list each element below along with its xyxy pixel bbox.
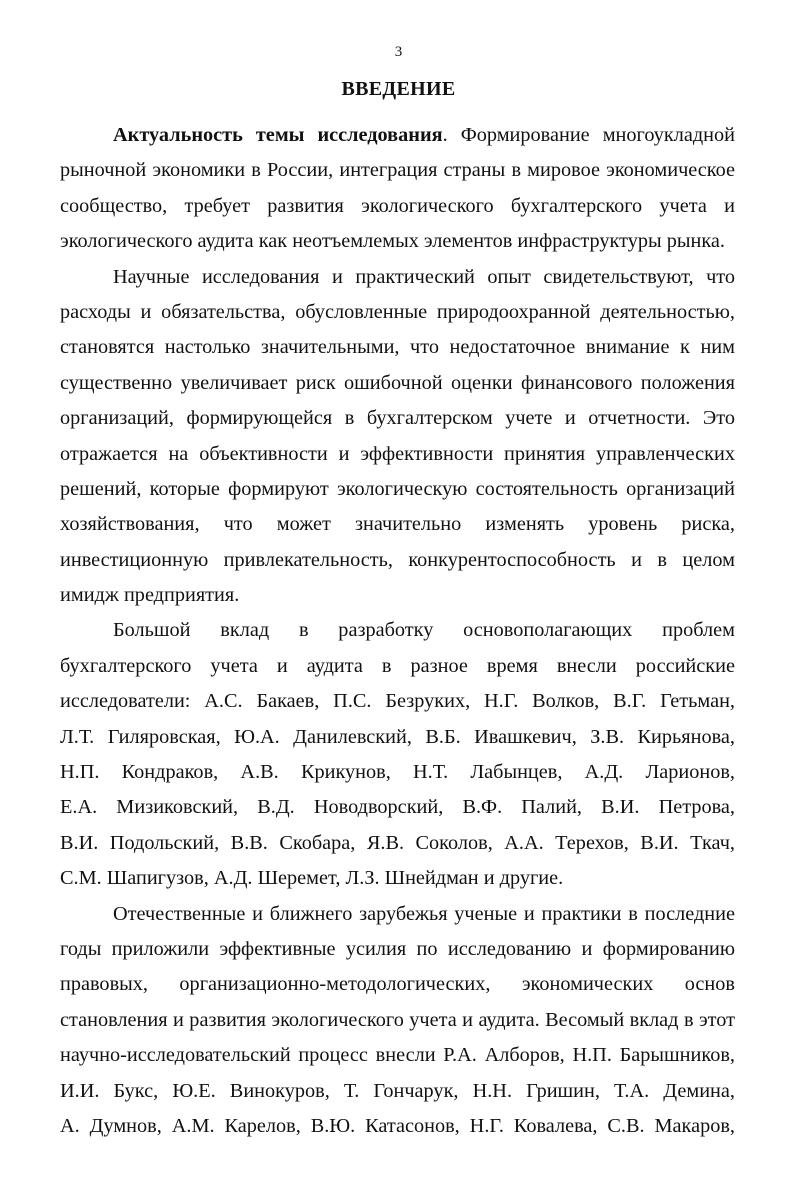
paragraph-3-line-3: исследователи: А.С. Бакаев, П.С. Безруких, Н.Г. Волков, В.Г. Гетьман, [60,690,735,713]
paragraph-2-line-5: организаций, формирующейся в бухгалтерском учете и отчетности. Это [60,407,735,430]
paragraph-1-line-1 [60,118,735,153]
paragraph-4-line-3: правовых, организационно-методологических, экономических основ [60,973,735,996]
paragraph-3-line-1: Большой вклад в разработку основополагающих проблем [113,619,735,642]
paragraph-2-line-3: становятся настолько значительными, что недостаточное внимание к ним [60,336,735,359]
paragraph-2-line-1: Научные исследования и практический опыт свидетельствуют, что [113,265,735,288]
paragraph-3-line-8: С.М. Шапигузов, А.Д. Шеремет, Л.З. Шнейдман и другие. [60,867,564,890]
paragraph-1-line-2: рыночной экономики в России, интеграция страны в мировое экономическое [60,159,735,182]
paragraph-1-line-4: экологического аудита как неотъемлемых элементов инфраструктуры рынка. [60,230,725,253]
paragraph-3-line-2: бухгалтерского учета и аудита в разное время внесли российские [60,654,735,677]
paragraph-4-line-2: годы приложили эффективные усилия по исследованию и формированию [60,937,735,960]
paragraph-2-line-8: хозяйствования, что может значительно изменять уровень риска, [60,513,735,536]
paragraph-3-line-5: Н.П. Кондраков, А.В. Крикунов, Н.Т. Лабынцев, А.Д. Ларионов, [60,761,735,784]
section-heading: ВВЕДЕНИЕ [341,78,456,100]
paragraph-line-text: . Формирование многоукладной [442,124,735,146]
paragraph-2-line-4: существенно увеличивает риск ошибочной оценки финансового положения [60,371,735,394]
paragraph-3-line-6: Е.А. Мизиковский, В.Д. Новодворский, В.Ф. Палий, В.И. Петрова, [60,796,735,819]
lead-bold-phrase: Актуальность темы исследования [113,124,443,146]
paragraph-2-line-10: имидж предприятия. [60,584,240,607]
paragraph-2-line-6: отражается на объективности и эффективности принятия управленческих [60,442,735,465]
paragraph-4-line-6: И.И. Букс, Ю.Е. Винокуров, Т. Гончарук, Н.Н. Гришин, Т.А. Демина, [60,1079,735,1102]
paragraph-3-line-4: Л.Т. Гиляровская, Ю.А. Данилевский, В.Б. Ивашкевич, З.В. Кирьянова, [60,725,735,748]
paragraph-4-line-5: научно-исследовательский процесс внесли Р.А. Алборов, Н.П. Барышников, [60,1044,735,1067]
paragraph-2-line-2: расходы и обязательства, обусловленные природоохранной деятельностью, [60,300,735,323]
body-text [60,118,735,1144]
page-number: 3 [394,44,403,60]
paragraph-4-line-1: Отечественные и ближнего зарубежья ученые и практики в последние [113,902,735,925]
paragraph-1-line-3: сообщество, требует развития экологического бухгалтерского учета и [60,194,735,217]
paragraph-4-line-7: А. Думнов, А.М. Карелов, В.Ю. Катасонов, Н.Г. Ковалева, С.В. Макаров, [60,1114,735,1137]
paragraph-2-line-7: решений, которые формируют экологическую состоятельность организаций [60,477,735,500]
paragraph-4-line-4: становления и развития экологического учета и аудита. Весомый вклад в этот [60,1008,735,1031]
paragraph-2-line-9: инвестиционную привлекательность, конкурентоспособность и в целом [60,548,735,571]
paragraph-3-line-7: В.И. Подольский, В.В. Скобара, Я.В. Соколов, А.А. Терехов, В.И. Ткач, [60,831,735,854]
